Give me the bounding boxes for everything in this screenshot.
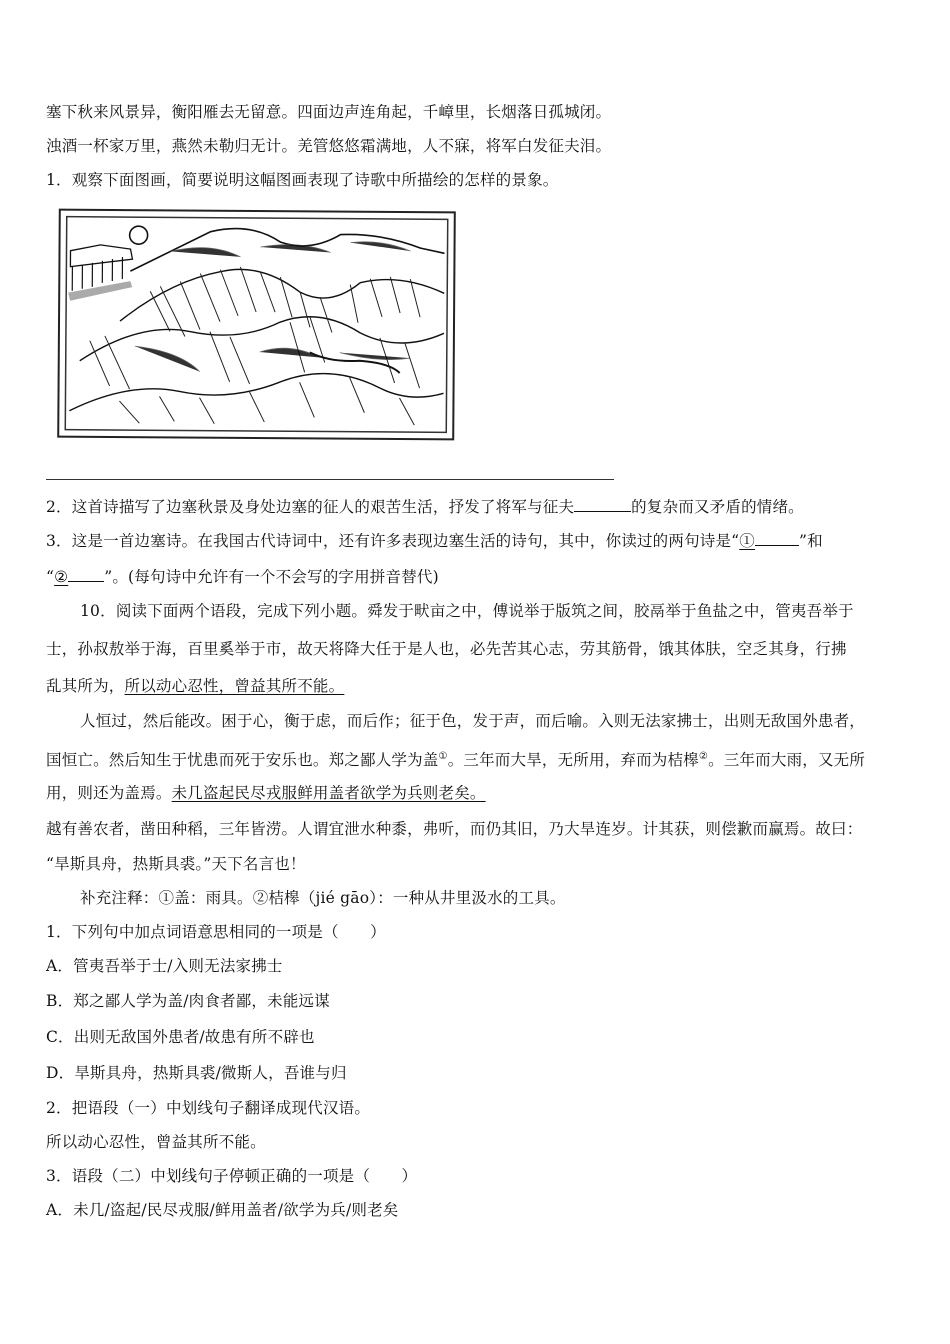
passage-3-line-2: “旱斯具舟，热斯具裘。”天下名言也！ xyxy=(46,855,306,873)
poem-line-1: 塞下秋来风景异，衡阳雁去无留意。四面边声连角起，千嶂里，长烟落日孤城闭。 xyxy=(46,103,612,121)
passage-1-line-3 xyxy=(46,676,344,696)
underlined-sentence-2: 未几盗起民尽戎服鲜用盖者欲学为兵则老矣。 xyxy=(171,784,486,802)
option-c[interactable]: C．出则无敌国外患者/故患有所不辟也 xyxy=(46,1028,315,1046)
passage-2-text-a: 国恒亡。然后知生于忧患而死于安乐也。郑之鄙人学为盖 xyxy=(46,751,439,770)
sub-question-3: 3．语段（二）中划线句子停顿正确的一项是（ ） xyxy=(46,1167,418,1185)
footnote-1: ① xyxy=(438,751,448,762)
question-2-text: 2．这首诗描写了边塞秋景及身处边塞的征人的艰苦生活，抒发了将军与征夫 xyxy=(46,498,575,516)
question-3-note: ”。(每句诗中允许有一个不会写的字用拼音替代) xyxy=(104,568,439,586)
translation-sentence: 所以动心忍性，曾益其所不能。 xyxy=(46,1133,266,1151)
question-2 xyxy=(46,496,804,517)
answer-blank-1[interactable] xyxy=(755,530,799,546)
poem-line-2: 浊酒一杯家万里，燕然未勒归无计。羌管悠悠霜满地，人不寐，将军白发征夫泪。 xyxy=(46,137,612,155)
blank-marker-1: ① xyxy=(739,532,755,550)
question-10-intro: 10．阅读下面两个语段，完成下列小题。舜发于畎亩之中，傅说举于版筑之间，胶鬲举于鱼盐之中，管夷吾举于 xyxy=(80,602,854,620)
question-3-cont xyxy=(46,566,439,587)
blank-marker-2: ② xyxy=(54,568,69,586)
option-a-pause[interactable]: A．未几/盗起/民尽戎服/鲜用盖者/欲学为兵/则老矣 xyxy=(46,1201,399,1219)
passage-1-text: 乱其所为， xyxy=(46,677,125,695)
footnote-2: ② xyxy=(698,751,709,762)
passage-2-line-1: 人恒过，然后能改。困于心，衡于虑，而后作；征于色，发于声，而后喻。入则无法家拂士，出则无敌国外患者， xyxy=(80,712,866,730)
question-3-and: ”和 xyxy=(799,532,823,550)
sub-question-1: 1．下列句中加点词语意思相同的一项是（ ） xyxy=(46,923,386,941)
sub-question-2: 2．把语段（一）中划线句子翻译成现代汉语。 xyxy=(46,1099,371,1117)
passage-2-text-c: 。三年而大雨，又无所 xyxy=(708,751,866,770)
passage-3-line-1: 越有善农者，凿田种稻，三年皆涝。人谓宜泄水种黍，弗听，而仍其旧，乃大旱连岁。计其获，则偿歉而赢焉。故曰： xyxy=(46,820,863,838)
underlined-sentence-1: 所以动心忍性，曾益其所不能。 xyxy=(124,677,345,695)
landscape-illustration xyxy=(57,209,456,441)
passage-2-text-b: 。三年而大旱，无所用，弃而为桔槔 xyxy=(447,751,699,770)
option-d[interactable]: D．旱斯具舟，热斯具裘/微斯人，吾谁与归 xyxy=(46,1064,347,1082)
passage-2-line-2 xyxy=(46,747,865,770)
open-quote: “ xyxy=(46,568,55,586)
answer-blank[interactable] xyxy=(574,496,631,512)
passage-2-line-3 xyxy=(46,783,486,803)
passage-1-line-2: 士，孙叔敖举于海，百里奚举于市，故天将降大任于是人也，必先苦其心志，劳其筋骨，饿其体肤，空乏其身，行拂 xyxy=(46,640,847,658)
option-b[interactable]: B．郑之鄙人学为盖/肉食者鄙，未能远谋 xyxy=(46,992,330,1010)
annotations: 补充注释：①盖：雨具。②桔槔（jié gāo）：一种从井里汲水的工具。 xyxy=(80,889,566,907)
passage-2-text: 用，则还为盖焉。 xyxy=(46,784,172,802)
mountain-sketch-icon xyxy=(59,211,454,439)
answer-line[interactable] xyxy=(46,479,614,480)
answer-blank-2[interactable] xyxy=(68,566,104,582)
question-1: 1．观察下面图画，简要说明这幅图画表现了诗歌中所描绘的怎样的景象。 xyxy=(46,171,559,189)
question-2-text-end: 的复杂而又矛盾的情绪。 xyxy=(631,498,804,516)
question-3-text: 3．这是一首边塞诗。在我国古代诗词中，还有许多表现边塞生活的诗句，其中，你读过的两句诗是“ xyxy=(46,532,740,550)
option-a[interactable]: A．管夷吾举于士/入则无法家拂士 xyxy=(46,957,283,975)
question-3 xyxy=(46,530,823,551)
